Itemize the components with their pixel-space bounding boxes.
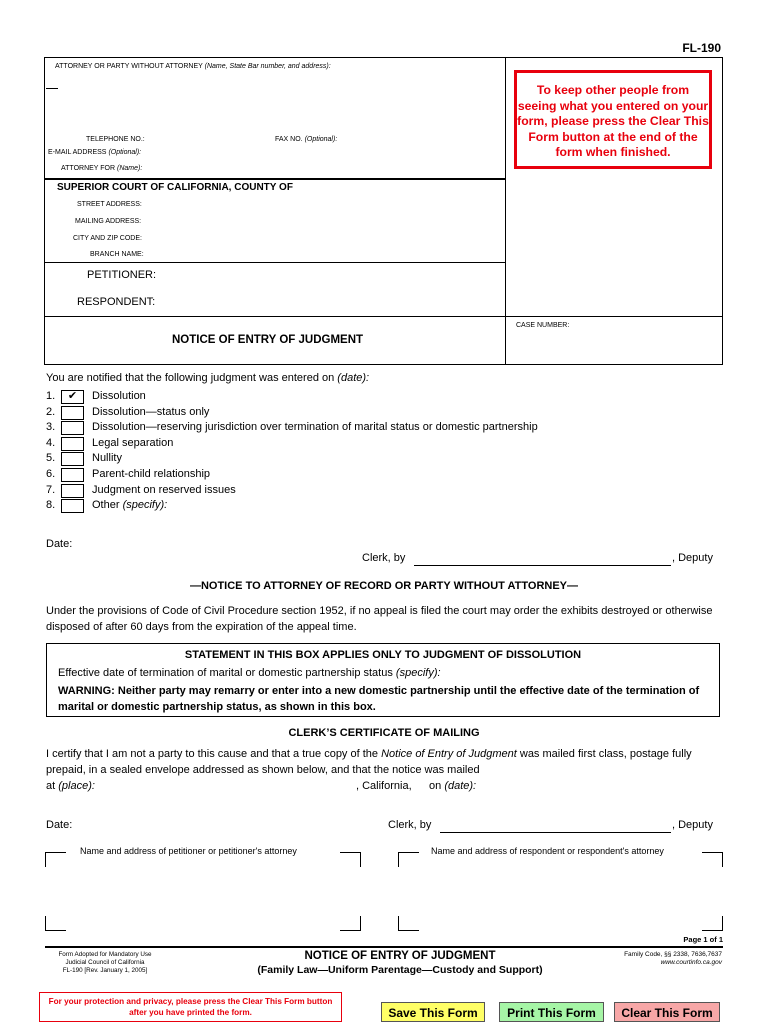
deputy-label-2: , Deputy	[672, 819, 713, 831]
email-label: E-MAIL ADDRESS (Optional):	[48, 149, 142, 156]
print-button[interactable]: Print This Form	[499, 1002, 604, 1022]
judgment-number: 7.	[46, 483, 56, 496]
judgment-label: Nullity	[92, 452, 122, 465]
adopted-block: Form Adopted for Mandatory Use Judicial Council of California FL-190 [Rev. January 1, 2005]	[58, 951, 152, 974]
clerk-signature-line[interactable]	[414, 565, 671, 566]
judgment-number: 6.	[46, 468, 56, 480]
judgment-checkbox[interactable]	[61, 390, 84, 404]
attorney-input-cursor[interactable]	[46, 88, 58, 89]
city-label: CITY AND ZIP CODE:	[73, 235, 142, 242]
privacy-notice: To keep other people from seeing what you entered on your form, please press the Clear This Form button at the end of the form when finished.	[514, 70, 712, 169]
street-label: STREET ADDRESS:	[77, 201, 142, 208]
branch-label: BRANCH NAME:	[90, 251, 144, 258]
judgment-label: Dissolution—status only	[92, 405, 210, 418]
code-block: Family Code, §§ 2338, 7636,7637 www.courtinfo.ca.gov	[624, 951, 722, 966]
judgment-label: Judgment on reserved issues	[92, 483, 236, 496]
judgment-checkbox[interactable]	[61, 468, 84, 482]
judgment-checkbox[interactable]	[61, 499, 84, 513]
certificate-heading: CLERK’S CERTIFICATE OF MAILING	[288, 727, 480, 739]
judgment-checkbox[interactable]	[61, 484, 84, 498]
place-label: at (place):	[46, 780, 95, 792]
save-button[interactable]: Save This Form	[381, 1002, 485, 1022]
mailing-label: MAILING ADDRESS:	[75, 218, 142, 225]
judgment-checkbox[interactable]	[61, 421, 84, 435]
clerk-signature-line-2[interactable]	[440, 832, 671, 833]
judgment-number: 5.	[46, 452, 56, 465]
footer-title: NOTICE OF ENTRY OF JUDGMENT	[304, 950, 496, 962]
form-title: NOTICE OF ENTRY OF JUDGMENT	[172, 334, 364, 346]
footer-subtitle: (Family Law—Uniform Parentage—Custody and Support)	[257, 964, 543, 976]
statement-heading: STATEMENT IN THIS BOX APPLIES ONLY TO JUDGMENT OF DISSOLUTION	[184, 649, 582, 661]
respondent-address-label: Name and address of respondent or respondent's attorney	[431, 846, 664, 856]
fax-label: FAX NO. (Optional):	[275, 136, 338, 143]
judgment-label: Dissolution	[92, 390, 146, 402]
form-id: FL-190	[682, 41, 721, 55]
judgment-label: Dissolution—reserving jurisdiction over termination of marital status or domestic partnership	[92, 421, 538, 434]
clerk-by-label-2: Clerk, by	[388, 819, 432, 831]
notified-text: You are notified that the following judgment was entered on (date):	[46, 372, 370, 384]
court-title: SUPERIOR COURT OF CALIFORNIA, COUNTY OF	[57, 182, 293, 193]
attorney-for-label: ATTORNEY FOR (Name):	[61, 165, 143, 172]
judgment-checkbox[interactable]	[61, 437, 84, 451]
warning-text: WARNING: Neither party may remarry or enter into a new domestic partnership until the effective date of the termination of marital or domestic partnership status, as shown in this box.	[58, 685, 700, 713]
page-number: Page 1 of 1	[683, 935, 723, 944]
judgment-label: Other (specify):	[92, 499, 168, 512]
mail-date-label: on (date):	[429, 780, 477, 792]
bottom-privacy-notice: For your protection and privacy, please press the Clear This Form button after you have printed the form.	[39, 992, 342, 1022]
judgment-number: 4.	[46, 436, 56, 449]
petitioner-label: PETITIONER:	[87, 269, 157, 281]
judgment-number: 3.	[46, 421, 56, 434]
certificate-text: I certify that I am not a party to this cause and that a true copy of the Notice of Entry of Judgment was mailed first class, postage fully prepaid, in a sealed envelope addressed as shown below, and that the notice was mailed	[46, 748, 692, 776]
judgment-label: Legal separation	[92, 436, 174, 449]
date-label: Date:	[46, 538, 73, 550]
judgment-number: 2.	[46, 405, 56, 418]
notice-text: Under the provisions of Code of Civil Procedure section 1952, if no appeal is filed the court may order the exhibits destroyed or otherwise disposed of after 60 days from the expiration of the appeal time.	[46, 605, 713, 633]
respondent-label: RESPONDENT:	[77, 296, 156, 308]
case-number-label: CASE NUMBER:	[516, 322, 570, 329]
judgment-checkbox[interactable]	[61, 406, 84, 420]
notice-heading: —NOTICE TO ATTORNEY OF RECORD OR PARTY WITHOUT ATTORNEY—	[189, 580, 579, 592]
check-mark-icon: ✔	[67, 390, 78, 402]
petitioner-address-label: Name and address of petitioner or petitioner's attorney	[80, 846, 297, 856]
clerk-by-label: Clerk, by	[362, 552, 406, 564]
california-label: , California,	[356, 780, 412, 792]
telephone-label: TELEPHONE NO.:	[86, 136, 145, 143]
date-label-2: Date:	[46, 819, 73, 831]
deputy-label: , Deputy	[672, 552, 713, 564]
judgment-label: Parent-child relationship	[92, 468, 211, 480]
effective-date-label: Effective date of termination of marital or domestic partnership status (specify):	[58, 667, 441, 679]
judgment-number: 1.	[46, 390, 56, 402]
judgment-number: 8.	[46, 499, 56, 512]
clear-button[interactable]: Clear This Form	[614, 1002, 720, 1022]
judgment-checkbox[interactable]	[61, 452, 84, 466]
attorney-header: ATTORNEY OR PARTY WITHOUT ATTORNEY (Name, State Bar number, and address):	[55, 63, 331, 70]
